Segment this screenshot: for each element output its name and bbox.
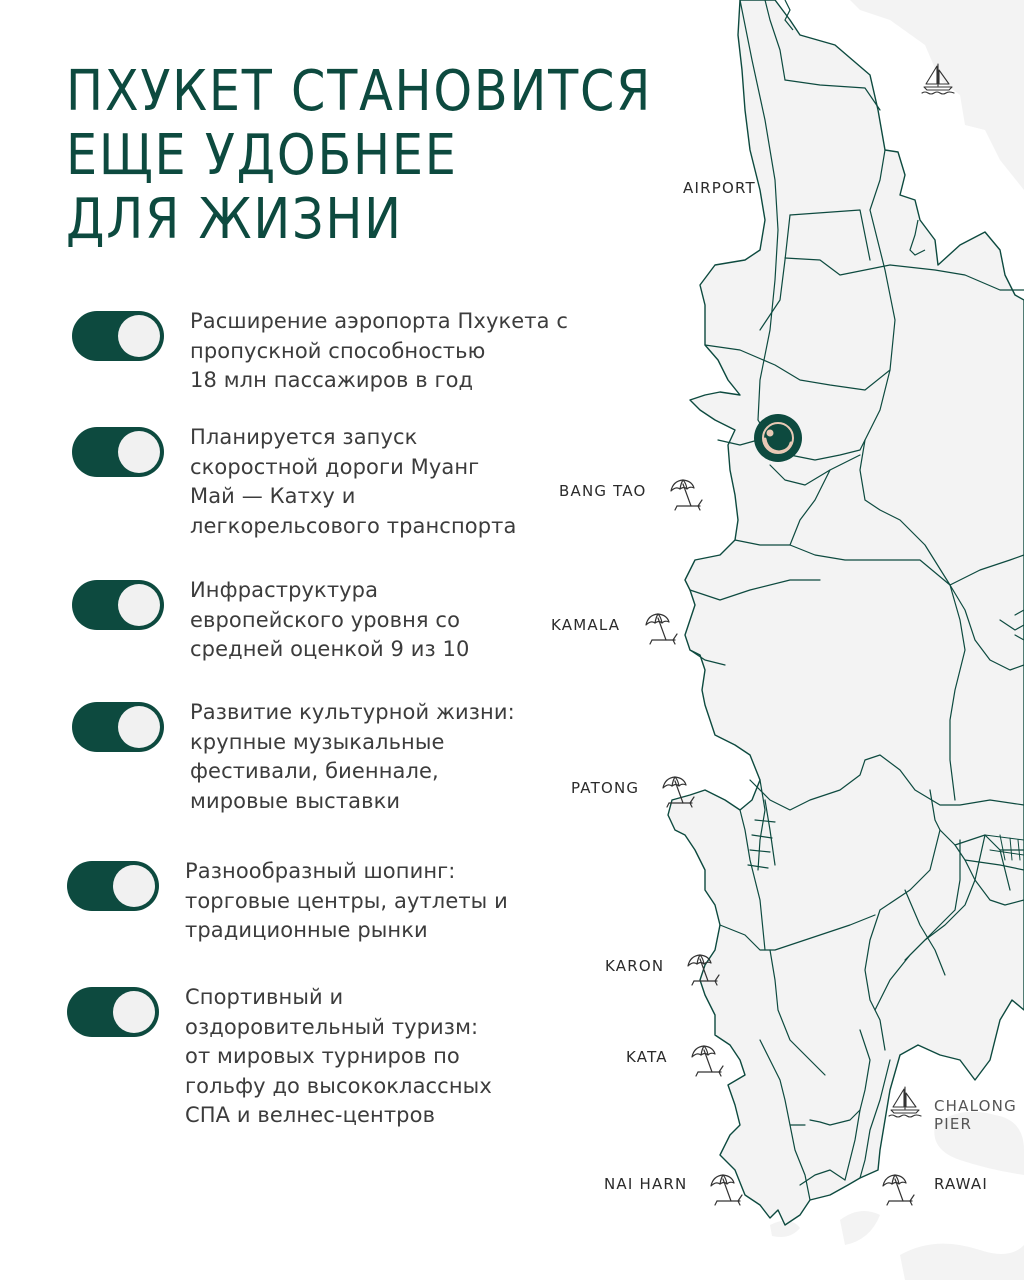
feature-airport: [72, 309, 568, 396]
feature-text: Развитие культурной жизни: крупные музыкальные фестивали, биеннале, мировые выставки: [190, 700, 515, 813]
map-label-rawai: RAWAI: [934, 1175, 988, 1193]
map-label-airport: AIRPORT: [683, 179, 756, 197]
toggle-knob: [113, 991, 155, 1033]
feature-text: Расширение аэропорта Пхукета с пропускной способностью 18 млн пассажиров в год: [190, 309, 568, 392]
feature-sports-wellness: [67, 987, 545, 1131]
feature-shopping: [67, 861, 545, 946]
feature-toggle[interactable]: [67, 861, 159, 911]
beach-umbrella-icon: [660, 775, 700, 811]
map-label-chalong-pier: CHALONG PIER: [934, 1097, 1017, 1133]
beach-umbrella-icon: [880, 1173, 920, 1209]
map-label-karon: KARON: [605, 957, 665, 975]
title-line-2: ЕЩЕ УДОБНЕЕ: [66, 123, 458, 188]
toggle-knob: [113, 865, 155, 907]
location-marker-icon[interactable]: [753, 413, 803, 463]
title-line-3: ДЛЯ ЖИЗНИ: [66, 187, 403, 252]
toggle-knob: [118, 315, 160, 357]
map-label-patong: PATONG: [571, 779, 640, 797]
feature-text: Спортивный и оздоровительный туризм: от мировых турниров по гольфу до высококлассных СПА и велнес-центров: [185, 985, 492, 1127]
sailboat-icon: [920, 62, 956, 98]
feature-text: Инфраструктура европейского уровня со средней оценкой 9 из 10: [190, 578, 470, 661]
feature-transport: [72, 427, 550, 541]
toggle-knob: [118, 584, 160, 626]
island-south-2: [900, 1244, 1024, 1280]
map-label-kata: KATA: [626, 1048, 668, 1066]
beach-umbrella-icon: [685, 953, 725, 989]
beach-umbrella-icon: [668, 478, 708, 514]
map-label-kamala: KAMALA: [551, 616, 621, 634]
beach-umbrella-icon: [708, 1173, 748, 1209]
toggle-knob: [118, 706, 160, 748]
feature-toggle[interactable]: [72, 580, 164, 630]
beach-umbrella-icon: [689, 1044, 729, 1080]
feature-toggle[interactable]: [72, 702, 164, 752]
feature-text: Разнообразный шопинг: торговые центры, аутлеты и традиционные рынки: [185, 859, 508, 942]
island-south-1: [840, 1211, 880, 1245]
map-label-bang-tao: BANG TAO: [559, 482, 647, 500]
toggle-knob: [118, 431, 160, 473]
feature-toggle[interactable]: [67, 987, 159, 1037]
feature-toggle[interactable]: [72, 427, 164, 477]
title-line-1: ПХУКЕТ СТАНОВИТСЯ: [66, 59, 653, 124]
feature-culture: [72, 702, 550, 816]
map-label-nai-harn: NAI HARN: [604, 1175, 688, 1193]
feature-infrastructure: [72, 580, 550, 665]
feature-text: Планируется запуск скоростной дороги Муанг Май — Катху и легкорельсового транспорта: [190, 425, 517, 538]
beach-umbrella-icon: [643, 612, 683, 648]
feature-toggle[interactable]: [72, 311, 164, 361]
sailboat-icon: [887, 1085, 923, 1121]
